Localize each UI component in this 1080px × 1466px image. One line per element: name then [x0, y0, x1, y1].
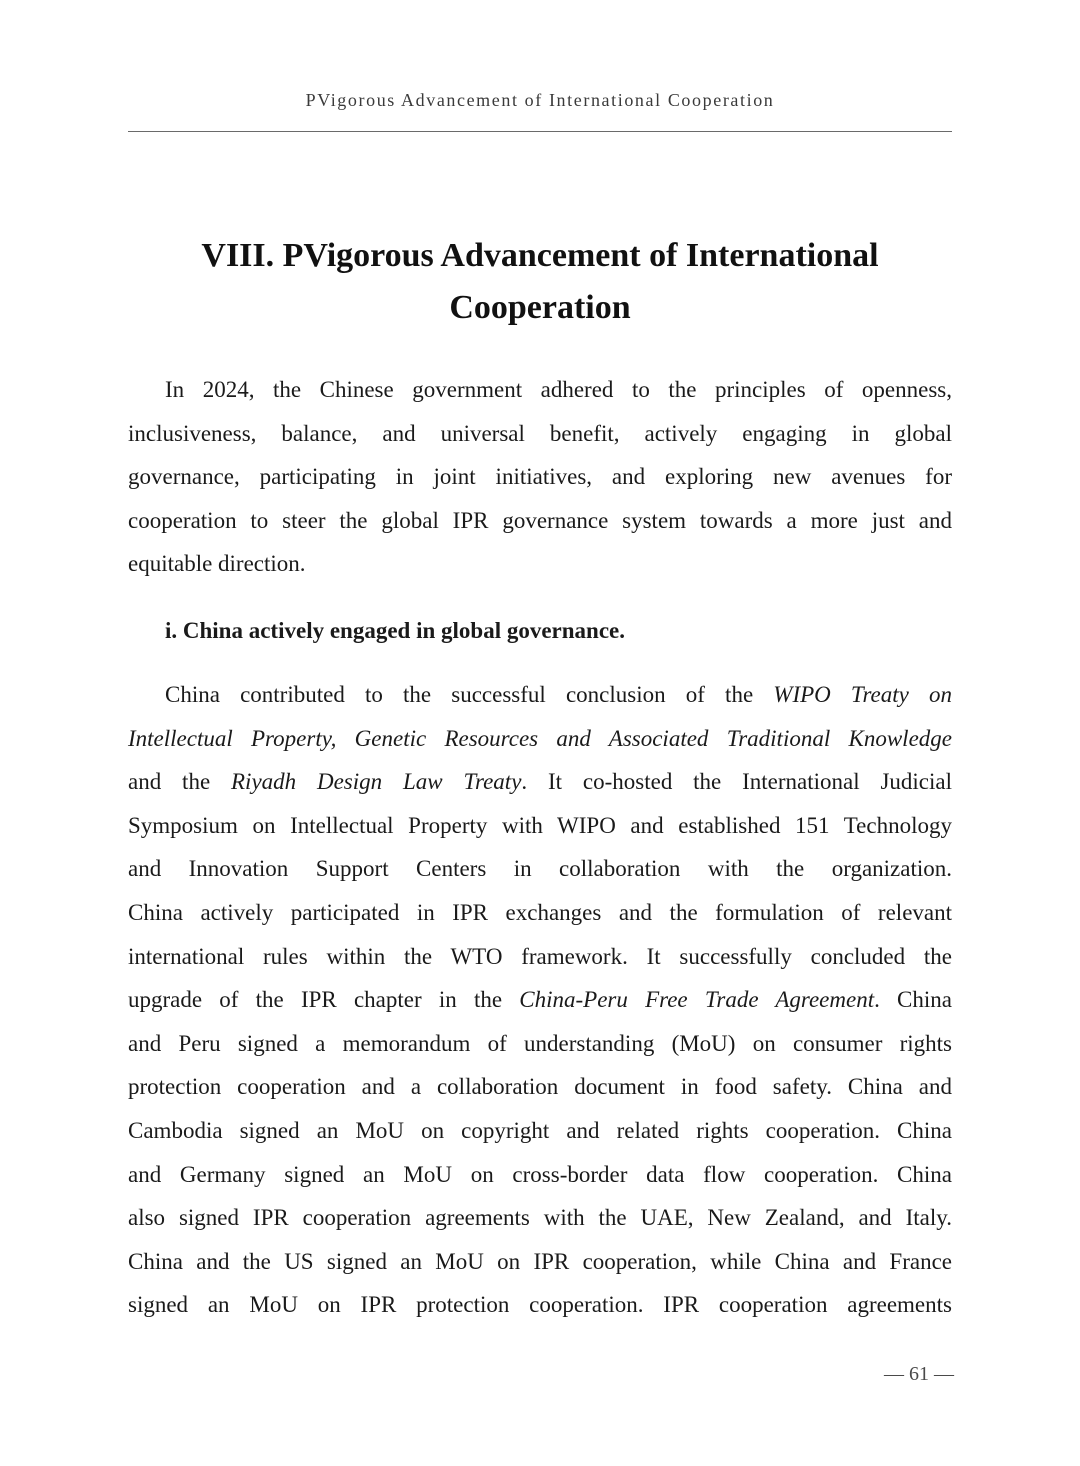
intro-line: In 2024, the Chinese government adhered to the principles of openness, [165, 377, 952, 402]
treaty-title-italic: WIPO Treaty on [773, 682, 952, 707]
text-span: . It co-hosted the International Judicial [521, 769, 952, 795]
paragraph-line: and Peru signed a memorandum of understanding (MoU) on consumer rights [128, 1030, 952, 1056]
treaty-title-italic: Intellectual Property, Genetic Resources and Associated Traditional Knowledge [128, 725, 952, 751]
paragraph-line: protection cooperation and a collaboration document in food safety. China and [128, 1074, 952, 1100]
agreement-title-italic: China-Peru Free Trade Agreement [519, 987, 875, 1013]
section-heading: i. China actively engaged in global governance. [165, 618, 625, 643]
paragraph-line [128, 760, 952, 804]
intro-line: inclusiveness, balance, and universal benefit, actively engaging in global [128, 420, 952, 446]
text-span: and the [128, 769, 231, 795]
intro-line: cooperation to steer the global IPR governance system towards a more just and [128, 507, 952, 533]
treaty-title-italic: Riyadh Design Law Treaty [231, 769, 522, 795]
paragraph-line: China and the US signed an MoU on IPR cooperation, while China and France [128, 1248, 952, 1274]
paragraph-line: signed an MoU on IPR protection cooperation. IPR cooperation agreements [128, 1292, 952, 1318]
running-header: PVigorous Advancement of International Cooperation [305, 90, 775, 110]
paragraph-line: and Germany signed an MoU on cross-border data flow cooperation. China [128, 1161, 952, 1187]
paragraph-line: Symposium on Intellectual Property with WIPO and established 151 Technology [128, 812, 952, 838]
chapter-title-line-1: VIII. PVigorous Advancement of International [201, 237, 879, 274]
text-span: . China [874, 987, 952, 1013]
paragraph-line: China actively participated in IPR exchanges and the formulation of relevant [128, 899, 952, 925]
paragraph-line: Cambodia signed an MoU on copyright and related rights cooperation. China [128, 1117, 952, 1143]
chapter-title [128, 230, 952, 334]
text-span: upgrade of the IPR chapter in the [128, 987, 520, 1013]
paragraph-line [128, 717, 952, 761]
intro-line: equitable direction. [128, 551, 306, 577]
paragraph-line: also signed IPR cooperation agreements with the UAE, New Zealand, and Italy. [128, 1205, 952, 1231]
text-span: China contributed to the successful conclusion of the [165, 682, 774, 707]
paragraph-line [128, 673, 952, 717]
paragraph-line: international rules within the WTO framework. It successfully concluded the [128, 943, 952, 969]
chapter-title-line-2: Cooperation [449, 289, 631, 326]
section-paragraph [128, 673, 952, 1327]
paragraph-line: and Innovation Support Centers in collaboration with the organization. [128, 856, 952, 882]
header-rule [128, 131, 952, 132]
intro-paragraph [128, 368, 952, 586]
page-number: — 61 — [884, 1363, 954, 1385]
paragraph-line [128, 978, 952, 1022]
intro-line: governance, participating in joint initiatives, and exploring new avenues for [128, 464, 952, 490]
